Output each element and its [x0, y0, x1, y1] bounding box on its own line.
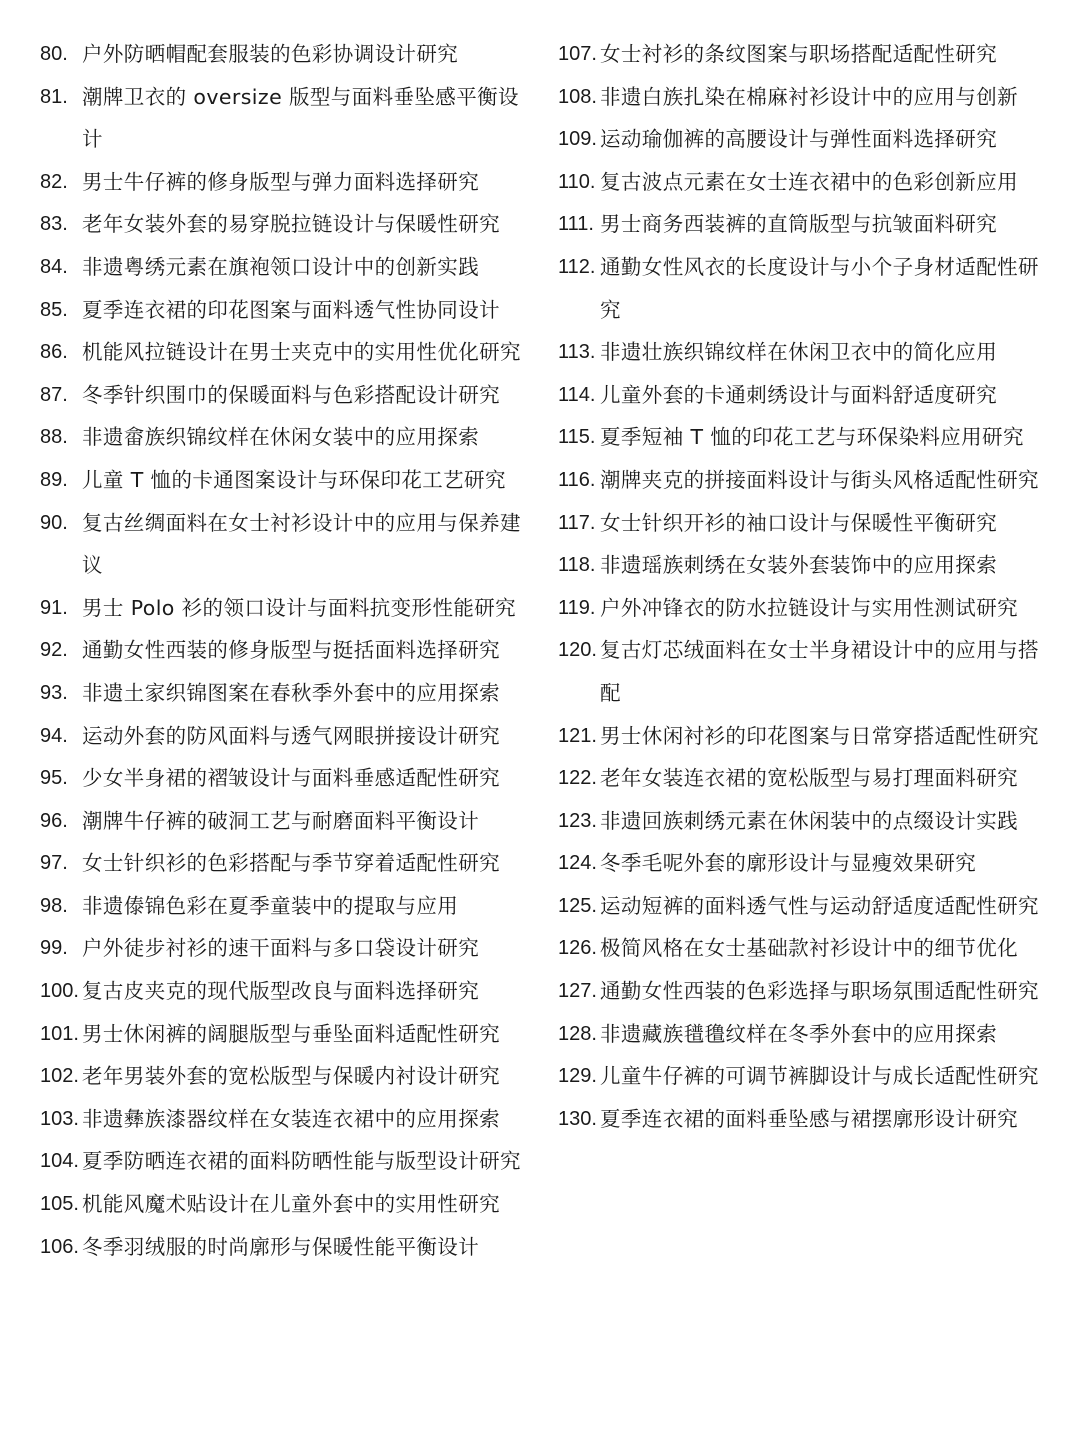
topic-title: 冬季针织围巾的保暖面料与色彩搭配设计研究 — [82, 382, 500, 407]
topic-number: 105. — [40, 1193, 79, 1216]
topic-number: 81. — [40, 85, 68, 108]
topic-item — [40, 374, 528, 417]
topic-item — [40, 970, 528, 1013]
topic-number: 104. — [40, 1150, 79, 1173]
topic-number: 112. — [558, 255, 596, 278]
topic-title: 机能风拉链设计在男士夹克中的实用性优化研究 — [82, 340, 521, 365]
topic-item — [558, 757, 1044, 800]
topic-title: 非遗彝族漆器纹样在女装连衣裙中的应用探索 — [82, 1106, 500, 1131]
topic-title: 潮牌牛仔裤的破洞工艺与耐磨面料平衡设计 — [82, 808, 480, 833]
topic-title: 非遗粤绣元素在旗袍领口设计中的创新实践 — [82, 254, 480, 279]
topic-title: 冬季毛呢外套的廓形设计与显瘦效果研究 — [600, 851, 977, 876]
topic-title: 夏季连衣裙的面料垂坠感与裙摆廓形设计研究 — [600, 1106, 1018, 1131]
topic-title: 非遗傣锦色彩在夏季童装中的提取与应用 — [82, 893, 459, 918]
topic-item — [558, 502, 1044, 545]
topic-number: 109. — [558, 128, 597, 151]
topic-title: 非遗土家织锦图案在春秋季外套中的应用探索 — [82, 680, 500, 705]
topic-item — [40, 289, 528, 332]
topic-item — [40, 587, 528, 630]
topic-number: 100. — [40, 980, 79, 1003]
topic-title: 非遗白族扎染在棉麻衬衫设计中的应用与创新 — [600, 84, 1018, 109]
topic-item — [40, 927, 528, 970]
topic-title: 冬季羽绒服的时尚廓形与保暖性能平衡设计 — [82, 1234, 480, 1259]
topic-number: 103. — [40, 1107, 79, 1130]
topic-title: 潮牌夹克的拼接面料设计与街头风格适配性研究 — [600, 467, 1039, 492]
left-topic-list — [40, 33, 528, 1268]
topic-title: 潮牌卫衣的 oversize 版型与面料垂坠感平衡设计 — [82, 84, 519, 152]
topic-item — [40, 1098, 528, 1141]
topic-item — [40, 672, 528, 715]
topic-number: 97. — [40, 852, 68, 875]
topic-title: 非遗壮族织锦纹样在休闲卫衣中的简化应用 — [600, 340, 998, 365]
topic-item — [40, 1013, 528, 1056]
topic-number: 88. — [40, 426, 68, 449]
topic-title: 夏季防晒连衣裙的面料防晒性能与版型设计研究 — [82, 1149, 521, 1174]
topic-number: 118. — [558, 554, 596, 577]
topic-item — [558, 246, 1044, 331]
topic-number: 80. — [40, 43, 68, 65]
topic-number: 130. — [558, 1107, 597, 1130]
topic-title: 男士牛仔裤的修身版型与弹力面料选择研究 — [82, 169, 480, 194]
topic-number: 114. — [558, 383, 596, 406]
topic-item — [558, 927, 1044, 970]
topic-item — [558, 629, 1044, 714]
topic-number: 96. — [40, 809, 68, 832]
topic-title: 夏季短袖 T 恤的印花工艺与环保染料应用研究 — [600, 425, 1024, 450]
topic-item — [40, 416, 528, 459]
topic-number: 119. — [558, 596, 596, 619]
topic-title: 老年女装外套的易穿脱拉链设计与保暖性研究 — [82, 212, 500, 237]
topic-item — [40, 1055, 528, 1098]
topic-number: 95. — [40, 767, 68, 790]
topic-title: 男士商务西装裤的直筒版型与抗皱面料研究 — [600, 212, 998, 237]
topic-number: 120. — [558, 639, 597, 662]
topic-number: 86. — [40, 341, 68, 364]
topic-number: 117. — [558, 511, 596, 534]
topic-item — [558, 800, 1044, 843]
topic-item — [40, 33, 528, 76]
topic-item — [40, 715, 528, 758]
topic-item — [40, 1183, 528, 1226]
topic-number: 84. — [40, 255, 68, 278]
topic-title: 少女半身裙的褶皱设计与面料垂感适配性研究 — [82, 766, 500, 791]
topic-title: 复古灯芯绒面料在女士半身裙设计中的应用与搭配 — [600, 638, 1039, 705]
topic-item — [40, 246, 528, 289]
topic-number: 123. — [558, 809, 597, 832]
topic-item — [558, 416, 1044, 459]
topic-number: 108. — [558, 85, 597, 108]
topic-number: 87. — [40, 383, 68, 406]
topic-number: 90. — [40, 511, 68, 534]
topic-title: 男士休闲裤的阔腿版型与垂坠面料适配性研究 — [82, 1021, 500, 1046]
topic-number: 113. — [558, 341, 596, 364]
topic-item — [40, 800, 528, 843]
topic-title: 户外冲锋衣的防水拉链设计与实用性测试研究 — [600, 595, 1018, 620]
topic-item — [558, 374, 1044, 417]
topic-item — [558, 203, 1044, 246]
topic-item — [40, 502, 528, 587]
topic-title: 非遗瑶族刺绣在女装外套装饰中的应用探索 — [600, 553, 998, 578]
topic-number: 110. — [558, 170, 596, 193]
topic-title: 户外防晒帽配套服装的色彩协调设计研究 — [82, 42, 459, 66]
topic-title: 男士休闲衬衫的印花图案与日常穿搭适配性研究 — [600, 723, 1039, 748]
topic-item — [558, 161, 1044, 204]
topic-item — [40, 203, 528, 246]
right-topic-list — [558, 33, 1044, 1140]
topic-number: 82. — [40, 170, 68, 193]
topic-number: 102. — [40, 1065, 79, 1088]
topic-item — [40, 842, 528, 885]
topic-item — [558, 76, 1044, 119]
topic-title: 通勤女性风衣的长度设计与小个子身材适配性研究 — [600, 254, 1039, 322]
topic-item — [558, 587, 1044, 630]
topic-title: 夏季连衣裙的印花图案与面料透气性协同设计 — [82, 297, 500, 322]
topic-number: 115. — [558, 426, 596, 449]
topic-number: 106. — [40, 1235, 79, 1258]
topic-title: 运动外套的防风面料与透气网眼拼接设计研究 — [82, 723, 500, 748]
topic-item — [40, 76, 528, 161]
topic-number: 94. — [40, 724, 68, 747]
topic-title: 非遗畲族织锦纹样在休闲女装中的应用探索 — [82, 425, 480, 450]
topic-number: 121. — [558, 724, 597, 747]
topic-number: 124. — [558, 852, 597, 875]
topic-title: 复古波点元素在女士连衣裙中的色彩创新应用 — [600, 169, 1018, 194]
topic-number: 126. — [558, 937, 597, 960]
topic-title: 男士 Polo 衫的领口设计与面料抗变形性能研究 — [82, 595, 517, 620]
topic-number: 122. — [558, 767, 597, 790]
topic-number: 98. — [40, 894, 68, 917]
topic-item — [40, 1226, 528, 1269]
topic-number: 107. — [558, 43, 597, 65]
topic-title: 女士针织衫的色彩搭配与季节穿着适配性研究 — [82, 851, 500, 876]
topic-title: 运动瑜伽裤的高腰设计与弹性面料选择研究 — [600, 127, 998, 152]
topic-item — [558, 842, 1044, 885]
topic-title: 户外徒步衬衫的速干面料与多口袋设计研究 — [82, 936, 480, 961]
topic-title: 复古皮夹克的现代版型改良与面料选择研究 — [82, 979, 480, 1004]
topic-number: 101. — [40, 1022, 79, 1045]
topic-title: 机能风魔术贴设计在儿童外套中的实用性研究 — [82, 1192, 500, 1217]
topic-number: 129. — [558, 1065, 597, 1088]
topic-number: 125. — [558, 894, 597, 917]
topic-number: 116. — [558, 468, 596, 491]
topic-item — [558, 885, 1044, 928]
topic-item — [40, 1140, 528, 1183]
topic-number: 93. — [40, 681, 68, 704]
topic-number: 85. — [40, 298, 68, 321]
topic-number: 89. — [40, 468, 68, 491]
topic-number: 83. — [40, 213, 68, 236]
topic-number: 111. — [558, 213, 594, 236]
topic-title: 老年男装外套的宽松版型与保暖内衬设计研究 — [82, 1064, 500, 1089]
topic-title: 复古丝绸面料在女士衬衫设计中的应用与保养建议 — [82, 510, 521, 578]
topic-item — [558, 33, 1044, 76]
topic-title: 通勤女性西装的修身版型与挺括面料选择研究 — [82, 638, 500, 663]
topic-title: 极简风格在女士基础款衬衫设计中的细节优化 — [600, 936, 1018, 961]
topic-item — [40, 885, 528, 928]
topic-item — [558, 1013, 1044, 1056]
topic-item — [558, 1055, 1044, 1098]
topic-title: 儿童牛仔裤的可调节裤脚设计与成长适配性研究 — [600, 1064, 1039, 1089]
topic-title: 女士针织开衫的袖口设计与保暖性平衡研究 — [600, 510, 998, 535]
topic-item — [558, 715, 1044, 758]
topic-item — [40, 629, 528, 672]
topic-item — [558, 1098, 1044, 1141]
topic-title: 非遗回族刺绣元素在休闲装中的点缀设计实践 — [600, 808, 1018, 833]
topic-number: 91. — [40, 596, 68, 619]
topic-number: 92. — [40, 639, 68, 662]
topic-title: 女士衬衫的条纹图案与职场搭配适配性研究 — [600, 42, 998, 66]
topic-item — [558, 544, 1044, 587]
topic-item — [40, 331, 528, 374]
topic-item — [558, 459, 1044, 502]
topic-title: 非遗藏族氆氇纹样在冬季外套中的应用探索 — [600, 1021, 998, 1046]
topic-title: 通勤女性西装的色彩选择与职场氛围适配性研究 — [600, 979, 1039, 1004]
topic-number: 99. — [40, 937, 68, 960]
topic-number: 128. — [558, 1022, 597, 1045]
topic-number: 127. — [558, 980, 597, 1003]
topic-item — [558, 970, 1044, 1013]
topic-title: 儿童外套的卡通刺绣设计与面料舒适度研究 — [600, 382, 998, 407]
topic-item — [558, 118, 1044, 161]
topic-item — [40, 757, 528, 800]
topic-item — [558, 331, 1044, 374]
topic-title: 儿童 T 恤的卡通图案设计与环保印花工艺研究 — [82, 467, 506, 492]
topic-item — [40, 161, 528, 204]
topic-title: 老年女装连衣裙的宽松版型与易打理面料研究 — [600, 766, 1018, 791]
topic-item — [40, 459, 528, 502]
topic-title: 运动短裤的面料透气性与运动舒适度适配性研究 — [600, 893, 1039, 918]
